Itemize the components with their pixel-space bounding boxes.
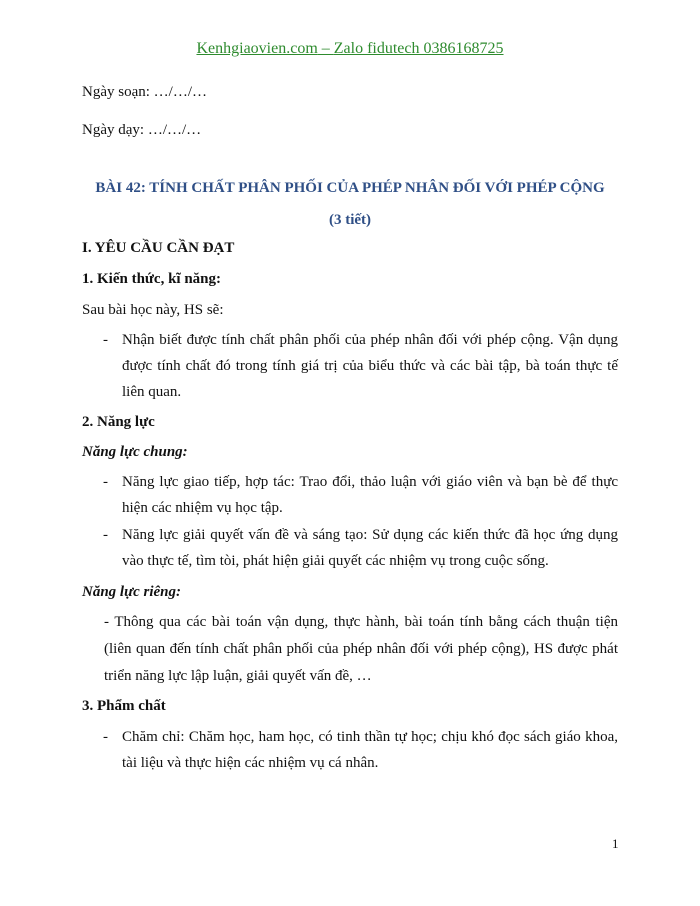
date-taught: Ngày dạy: …/…/… <box>82 122 202 138</box>
bullet-dash: - <box>103 527 108 543</box>
subheading-specific-competence: Năng lực riêng: <box>82 584 181 600</box>
page-header <box>0 40 700 58</box>
specific-competence-line: triển năng lực lập luận, giải quyết vấn đề, … <box>104 668 372 684</box>
section-heading-requirements: I. YÊU CẦU CẦN ĐẠT <box>82 240 235 256</box>
lesson-duration: (3 tiết) <box>328 212 372 228</box>
subheading-general-competence: Năng lực chung: <box>82 444 188 460</box>
subheading-knowledge: 1. Kiến thức, kĩ năng: <box>82 271 222 287</box>
specific-competence-line: - Thông qua các bài toán vận dụng, thực hành, bài toán tính bằng cách thuận tiện <box>104 614 618 630</box>
knowledge-item-line: được tính chất đó trong tính giá trị của biểu thức và các bài tập, bà toán thực tế <box>122 358 618 374</box>
general-competence-line: hiện các nhiệm vụ học tập. <box>122 500 283 516</box>
qualities-line: Chăm chỉ: Chăm học, ham học, có tinh thần tự học; chịu khó đọc sách giáo khoa, <box>122 729 618 745</box>
general-competence-line: vào thực tế, tìm tòi, phát hiện giải quyết các nhiệm vụ trong cuộc sống. <box>122 553 549 569</box>
specific-competence-line: (liên quan đến tính chất phân phối của phép nhân đối với phép cộng), HS được phát <box>104 641 618 657</box>
bullet-dash: - <box>103 729 108 745</box>
header-contact-link[interactable]: Zalo fidutech 0386168725 <box>333 40 504 57</box>
knowledge-intro: Sau bài học này, HS sẽ: <box>82 302 224 318</box>
lesson-title: BÀI 42: TÍNH CHẤT PHÂN PHỐI CỦA PHÉP NHÂN ĐỐI VỚI PHÉP CỘNG <box>95 180 605 196</box>
knowledge-item-line: Nhận biết được tính chất phân phối của phép nhân đối với phép cộng. Vận dụng <box>122 332 618 348</box>
header-site-link[interactable]: Kenhgiaovien.com <box>196 40 318 57</box>
general-competence-line: Năng lực giải quyết vấn đề và sáng tạo: Sử dụng các kiến thức đã học ứng dụng <box>122 527 618 543</box>
general-competence-line: Năng lực giao tiếp, hợp tác: Trao đổi, thảo luận với giáo viên và bạn bè để thực <box>122 474 618 490</box>
header-separator: – <box>317 40 334 57</box>
page-number: 1 <box>612 836 619 851</box>
date-prepared: Ngày soạn: …/…/… <box>82 84 207 100</box>
subheading-competence: 2. Năng lực <box>82 414 155 430</box>
knowledge-item-line: liên quan. <box>122 384 182 400</box>
subheading-qualities: 3. Phẩm chất <box>82 698 166 714</box>
bullet-dash: - <box>103 474 108 490</box>
bullet-dash: - <box>103 332 108 348</box>
qualities-line: tài liệu và thực hiện các nhiệm vụ cá nhân. <box>122 755 379 771</box>
